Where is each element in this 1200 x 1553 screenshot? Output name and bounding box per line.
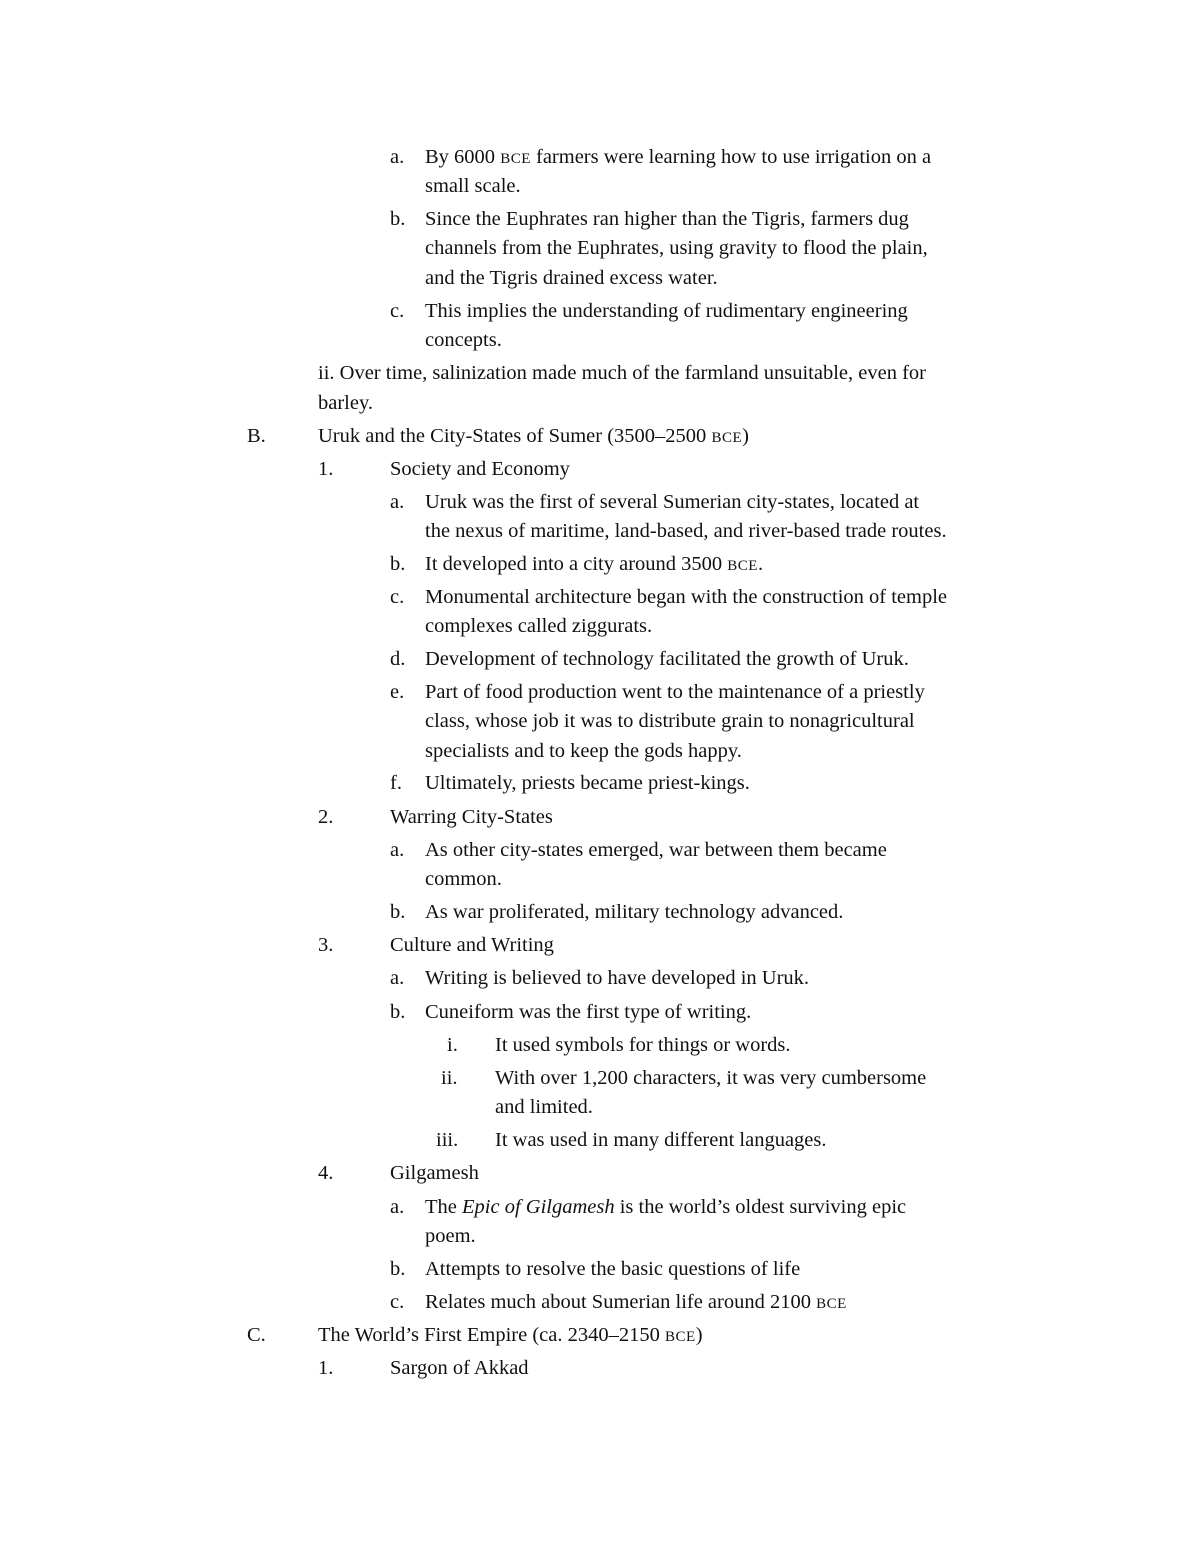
roman-marker: ii. (441, 1067, 458, 1089)
item-text: and limited. (495, 1096, 593, 1118)
item-text: Monumental architecture began with the construction of temple (425, 586, 948, 608)
subsection-title: Sargon of Akkad (390, 1357, 529, 1379)
item-marker: a. (390, 146, 405, 168)
section-marker: C. (247, 1324, 266, 1346)
item-text: As war proliferated, military technology advanced. (425, 901, 844, 923)
item-marker: b. (390, 901, 406, 923)
subsection-title: Society and Economy (390, 458, 570, 480)
bce-label: BCE (816, 1296, 847, 1312)
item-text: Relates much about Sumerian life around 2100 BCE (425, 1291, 847, 1313)
item-text: ii. Over time, salinization made much of the farmland unsuitable, even for (318, 362, 926, 384)
item-text: the nexus of maritime, land-based, and river-based trade routes. (425, 520, 947, 542)
subsection-marker: 4. (318, 1162, 334, 1184)
section-title: The World’s First Empire (ca. 2340–2150 BCE) (318, 1324, 703, 1346)
item-text: This implies the understanding of rudimentary engineering (425, 300, 908, 322)
subsection-marker: 3. (318, 934, 334, 956)
bce-label: BCE (727, 558, 758, 574)
item-text: channels from the Euphrates, using gravity to flood the plain, (425, 237, 928, 259)
item-text: Part of food production went to the maintenance of a priestly (425, 681, 925, 703)
item-marker: a. (390, 967, 405, 989)
item-text: small scale. (425, 175, 521, 197)
item-text: Writing is believed to have developed in Uruk. (425, 967, 810, 989)
item-marker: b. (390, 1258, 406, 1280)
book-title: Epic of Gilgamesh (462, 1196, 615, 1218)
item-text: Ultimately, priests became priest-kings. (425, 772, 750, 794)
item-marker: e. (390, 681, 405, 703)
section-marker: B. (247, 425, 266, 447)
item-text: With over 1,200 characters, it was very cumbersome (495, 1067, 927, 1089)
subsection-title: Culture and Writing (390, 934, 554, 956)
item-marker: b. (390, 1001, 406, 1023)
item-marker: d. (390, 648, 406, 670)
item-text: common. (425, 868, 502, 890)
item-text: poem. (425, 1225, 476, 1247)
item-text: It developed into a city around 3500 BCE. (425, 553, 764, 575)
item-text: Uruk was the first of several Sumerian city-states, located at (425, 491, 920, 513)
item-text: complexes called ziggurats. (425, 615, 653, 637)
item-text: Since the Euphrates ran higher than the Tigris, farmers dug (425, 208, 909, 230)
subsection-marker: 2. (318, 806, 334, 828)
section-title: Uruk and the City-States of Sumer (3500–2500 BCE) (318, 425, 749, 447)
item-marker: a. (390, 1196, 405, 1218)
item-marker: c. (390, 1291, 405, 1313)
item-text: By 6000 BCE farmers were learning how to use irrigation on a (425, 146, 932, 168)
item-marker: b. (390, 553, 406, 575)
item-text: concepts. (425, 329, 502, 351)
item-text: Development of technology facilitated the growth of Uruk. (425, 648, 909, 670)
item-text: Attempts to resolve the basic questions of life (425, 1258, 801, 1280)
item-marker: c. (390, 300, 405, 322)
bce-label: BCE (711, 430, 743, 446)
subsection-title: Warring City-States (390, 806, 553, 828)
item-marker: f. (390, 772, 402, 794)
item-text: As other city-states emerged, war between them became (425, 839, 887, 861)
subsection-marker: 1. (318, 458, 334, 480)
subsection-title: Gilgamesh (390, 1162, 479, 1184)
item-marker: a. (390, 839, 405, 861)
item-text: Cuneiform was the first type of writing. (425, 1001, 752, 1023)
item-text: specialists and to keep the gods happy. (425, 740, 742, 762)
roman-marker: i. (447, 1034, 458, 1056)
bce-label: BCE (665, 1329, 696, 1345)
subsection-marker: 1. (318, 1357, 334, 1379)
item-text: barley. (318, 392, 374, 414)
item-text: The Epic of Gilgamesh is the world’s oldest surviving epic (425, 1196, 907, 1218)
item-text: It was used in many different languages. (495, 1129, 827, 1151)
item-marker: b. (390, 208, 406, 230)
item-text: class, whose job it was to distribute grain to nonagricultural (425, 710, 915, 732)
roman-marker: iii. (436, 1129, 459, 1151)
item-marker: c. (390, 586, 405, 608)
item-marker: a. (390, 491, 405, 513)
item-text: and the Tigris drained excess water. (425, 267, 718, 289)
bce-label: BCE (500, 151, 531, 167)
item-text: It used symbols for things or words. (495, 1034, 791, 1056)
